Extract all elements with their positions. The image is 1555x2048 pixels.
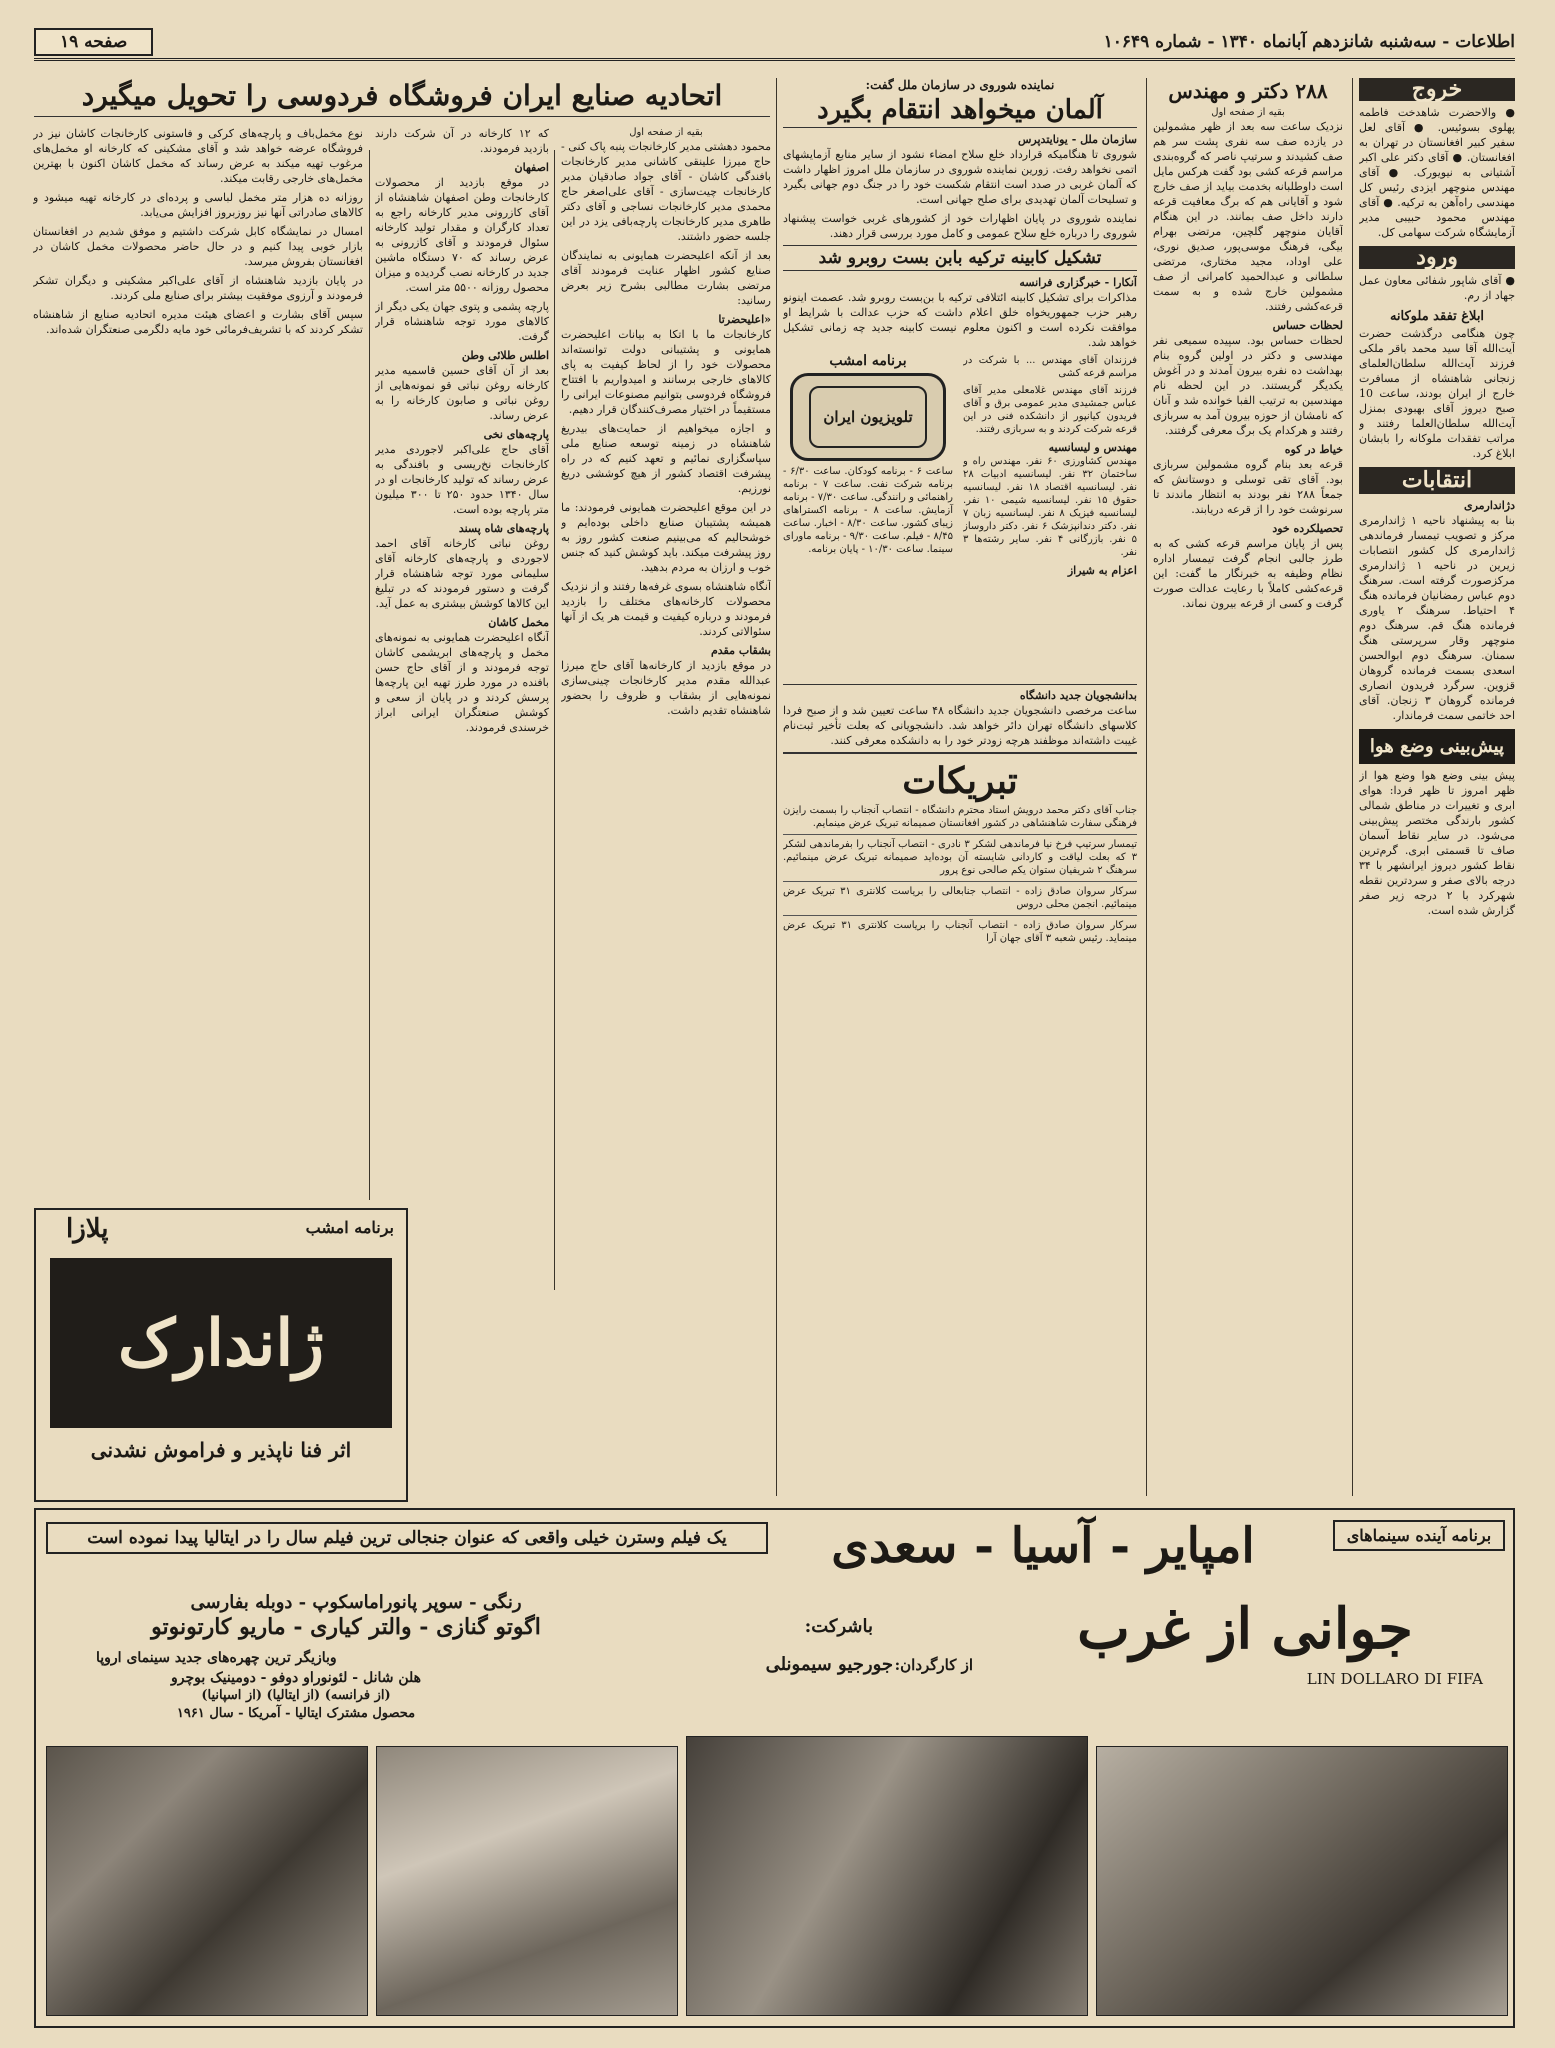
appointments-header: انتقابات: [1359, 467, 1515, 494]
industry-text-6: آنگاه شاهنشاه بسوی غرفه‌ها رفتند و از نزدیک محصولات کارخانه‌های مختلف را بازدید فرمودند و درباره کیفیت و قیمت هر یک از آنها سئوالاتی کردند.: [561, 580, 771, 638]
column-rule: [1352, 78, 1353, 1496]
specialties-block: [963, 354, 1137, 684]
movie-format: رنگی - سوپر پانوراماسکوپ - دوبله بفارسی: [190, 1592, 522, 1613]
director-label: از کارگردان:: [894, 1656, 973, 1674]
production-line: محصول مشترک ایتالیا - آمریکا - سال ۱۹۶۱: [176, 1706, 416, 1721]
column-rule: [1146, 78, 1147, 1496]
royal-message-heading: ابلاغ تفقد ملوکانه: [1389, 309, 1485, 324]
industry3-text-3: امسال در نمایشگاه کابل شرکت داشتیم و موفق شدیم در افغانستان بازار خوبی پیدا کنیم و در حال حاضر محصولات مخمل کاشان در افغانستان بفروش میرسد.: [33, 225, 363, 268]
conscription-text-1: نزدیک ساعت سه بعد از ظهر مشمولین در یازده صف سه نفری پشت سر هم صف کشیدند و سرتیپ ناصر که گروه‌بندی مراسم قرعه کشی بود گفت هرکس مایل است داوطلبانه بخدمت بیاید از صف خارج شود و آقایانی هم که برگ معافیت قرعه دارند داخل صف بمانند. در این هنگام آقایان منوچهر گلچین، مرتضی بهرام بیگی، فرهنگ موسی‌پور، صدیق نوری، علی اوداد، مجید مختاری، مرتضی سلطانی و عبدالحمید کامرانی از صف مشمولین خارج شده و به سمت قرعه‌کشی رفتند.: [1153, 120, 1343, 313]
tv-program-title: برنامه امشب: [829, 353, 907, 369]
conscription-sub-1: لحظات حساس: [1272, 319, 1343, 332]
industry-text-5: در این موقع اعلیحضرت همایونی فرمودند: ما همیشه پشتیبان صنایع داخلی بوده‌ایم و خوشحالیم که می‌بینیم صنعت کشور روز به روز پیشرفت میکند. باید کوشش کنید که جنس خوب و ارزان به مردم بدهید.: [561, 501, 771, 574]
cast-countries: (از فرانسه) (از ایتالیا) (از اسپانیا): [201, 1688, 391, 1703]
appointments-sub: دژاندارمری: [1463, 499, 1515, 512]
cast-line: هلن شانل - لئونوراو دوفو - دومینیک بوچرو: [170, 1670, 422, 1686]
industry-text-3: کارخانجات ما با اتکا به بیانات اعلیحضرت همایونی و پشتیبانی دولت توانسته‌اند محصولات خود را از لحاظ کیفیت به پای کالاهای خارجی برسانند و امیدواریم با افتتاح فروشگاه فردوسی بتوانیم مصنوعات ایرانی را مستقیماً در اختیار مصرف‌کنندگان قرار دهیم.: [561, 328, 771, 416]
industry2-sub-5: مخمل کاشان: [488, 616, 549, 629]
tv-schedule: [783, 354, 953, 684]
film-still-2: [376, 1746, 678, 2016]
conscription-sub-2: خیاط در کوه: [1284, 443, 1343, 456]
column-industry-1: [561, 126, 771, 1286]
tv-schedule-list: ساعت ۶ - برنامه کودکان. ساعت ۶/۳۰ - برنامه شرکت نفت. ساعت ۷ - برنامه راهنمائی و رانندگی. ساعت ۷/۳۰ - برنامه آزمایش. ساعت ۸ - برنامه اکستراهای زیبای کشور. ساعت ۸/۳۰ - اخبار. ساعت ۸/۴۵ - فیلم. ساعت ۹/۳۰ - برنامه ماورای سینما. ساعت ۱۰/۳۰ - پایان برنامه.: [783, 466, 954, 555]
un-dateline: سازمان ملل - یونایتدپرس: [1018, 133, 1137, 146]
un-text-1: شوروی تا هنگامیکه قرارداد خلع سلاح امضاء نشود از سایر منابع آزمایشهای اتمی نخواهد رفت. زورین نماینده شوروی در سازمان ملل امروز اظهار داشت که آلمان غربی در صدد است انتقام شکست خود را در جنگ دوم جهانی بگیرد و تسلیحات آلمان تهدیدی برای صلح جهانی است.: [783, 148, 1137, 206]
plaza-film-title: ژاندارک: [50, 1258, 392, 1428]
movie-foreign-title: LIN DOLLARO DI FIFA: [1306, 1670, 1483, 1688]
tv-and-list-block: [783, 354, 1137, 684]
movie-stars: اگوتو گنازی - والتر کیاری - ماریو کارتونوتو: [151, 1614, 541, 1640]
weather-text: پیش بینی وضع هوا وضع هوا از ظهر امروز تا ظهر فردا: هوای ابری و تغییرات در مناطق شمالی کشور بارندگی مختصر پیش‌بینی می‌شود. در سایر نقاط آسمان صاف تا قسمتی ابری. گرم‌ترین نقاط کشور دیروز ایرانشهر با ۳۴ درجه بالای صفر و سردترین نقطه شهرکرد با ۲ درجه زیر صفر گزارش شده است.: [1359, 769, 1515, 917]
industry2-sub-2: اطلس طلائی وطن: [461, 349, 549, 362]
industry-text-2: بعد از آنکه اعلیحضرت همایونی به نمایندگان صنایع کشور اظهار عنایت فرمودند آقای مرتضی بشارت مطالبی بشرح زیر بعرض رسانید:: [561, 249, 771, 307]
industry2-text-4: بعد از آن آقای حسین قاسمیه مدیر کارخانه روغن نباتی قو نمونه‌هایی از روغن نباتی و صابون کارخانه را به عرض رساند.: [375, 364, 549, 422]
specialties-list: مهندس کشاورزی ۶۰ نفر. مهندس راه و ساختمان ۳۲ نفر. لیسانسیه ادبیات ۲۸ نفر. لیسانسیه اقتصاد ۱۸ نفر. لیسانسیه حقوق ۱۵ نفر. لیسانسیه شیمی ۱۰ نفر. لیسانسیه فیزیک ۸ نفر. لیسانسیه زبان ۷ نفر. دکتر دندانپزشک ۶ نفر. دکتر داروساز ۵ نفر. بازرگانی ۴ نفر. سایر رشته‌ها ۳ نفر.: [963, 456, 1137, 558]
departures-list: ● والاحضرت شاهدخت فاطمه پهلوی بسوئیس. ● آقای لعل سفیر کبیر افغانستان در تهران به افغانستان. ● آقای دکتر علی اکبر آشتیانی به نیویورک. ● آقای مهندس منوچهر ایزدی رئیس کل مهندسی راه‌آهن به ترکیه. ● آقای مهندس محمود حبیبی مدیر آزمایشگاه شرکت سهامی کل.: [1359, 106, 1515, 239]
specialties-intro: فرزندان آقای مهندس ... با شرکت در مراسم قرعه کشی: [963, 355, 1137, 379]
industry2-text-6: روغن نباتی کارخانه آقای احمد لاجوردی و پارچه‌های کارخانه آقای سلیمانی مورد توجه شاهنشاه قرار گرفت و دستور فرمودند که در تبلیغ این کالاها کوشش بیشتری به عمل آید.: [375, 537, 549, 610]
turkey-dateline: آنکارا - خبرگزاری فرانسه: [1019, 276, 1137, 289]
congrats-item-1: جناب آقای دکتر محمد درویش استاد محترم دانشگاه - انتصاب آنجناب را بسمت رایزن فرهنگی سفارت شاهنشاهی در کشور افغانستان صمیمانه تبریک عرض مینمایم.: [783, 805, 1137, 829]
director-name: جورجیو سیمونلی: [765, 1654, 893, 1675]
continued-note-2: بقیه از صفحه اول: [629, 127, 703, 138]
industry2-sub-3: پارچه‌های نخی: [483, 428, 549, 441]
un-kicker: نماینده شوروی در سازمان ملل گفت:: [865, 78, 1055, 92]
industry-text-7: در موقع بازدید از کارخانه‌ها آقای حاج میرزا عبدالله مقدم مدیر کارخانجات چینی‌سازی نمونه‌هایی از بشقاب و ظروف را بحضور شاهنشاه تقدیم داشت.: [561, 659, 771, 717]
university-heading: بدانشجویان جدید دانشگاه: [783, 684, 1137, 703]
tv-brand: تلویزیون ایران: [809, 386, 927, 448]
column-industry-2: [375, 126, 549, 1286]
conscription-sub-3: تحصیلکرده خود: [1272, 522, 1343, 535]
conscription-text-3: قرعه بعد بنام گروه مشمولین سربازی بود. آقای تقی توسلی و دوستانش که جمعاً ۲۸۸ نفر بودند به انتظار ماندند تا سرنوشت خود را از قرعه دریابند.: [1153, 458, 1343, 516]
congrats-item-2: تیمسار سرتیپ فرخ نیا فرماندهی لشکر ۳ نادری - انتصاب آنجناب را بفرماندهی لشکر ۳ که بعلت لیاقت و کاردانی شایسته آن بوده‌اید صمیمانه تبریک عرض مینمائیم. سرهنگ ۲ شریفیان ستوان یکم صالحی نوع پرور: [783, 834, 1137, 877]
plaza-film-subtitle: اثر فنا ناپذیر و فراموش نشدنی: [90, 1438, 352, 1462]
congrats-item-3: سرکار سروان صادق زاده - انتصاب جنابعالی را بریاست کلانتری ۳۱ تبریک عرض مینمائیم. انجمن محلی دروس: [783, 881, 1137, 911]
appointments-text: بنا به پیشنهاد ناحیه ۱ ژاندارمری مرکز و تصویب تیمسار فرماندهی ژاندارمری کل کشور انتصابات زیرین در ناحیه ۱ ژاندارمری مرکزصورت گرفته است. سرهنگ دوم عباس رمضانیان فرمانده هنگ ۴ احتیاط. سرهنگ ۲ یاوری فرمانده هنگ قم. سرهنگ دوم منوچهر وقار سرپرستی هنگ سمنان. سرهنگ دوم ابوالحسن اسعدی بسمت فرمانده گروهان قزوین. سرگرد فریدون انصاری فرمانده گروهان ۳ زنجان. آقای احد خاتمی سمت فرماندار.: [1359, 514, 1515, 722]
specialties-sub: مهندس و لیسانسیه: [1048, 441, 1137, 454]
conscription-headline: ۲۸۸ دکتر و مهندس: [1168, 79, 1328, 103]
industry3-text-5: سپس آقای بشارت و اعضای هیئت مدیره اتحادیه صنایع از شاهنشاه تشکر کردند که با تشریف‌فرمائی خود مایه دلگرمی صنعتگران شده‌اند.: [33, 308, 363, 336]
industry3-text-2: روزانه ده هزار متر مخمل لباسی و پرده‌ای در کارخانه تهیه میشود و کالاهای صادراتی آنها نیز روزبروز افزایش می‌یابد.: [33, 191, 363, 219]
column-rule: [369, 150, 370, 1200]
masthead: [34, 28, 1515, 61]
congrats-item-4: سرکار سروان صادق زاده - انتصاب آنجناب را بریاست کلانتری ۳۱ تبریک عرض مینماید. رئیس شعبه ۳ آقای جهان آرا: [783, 915, 1137, 945]
continued-note: بقیه از صفحه اول: [1211, 107, 1285, 118]
congratulations-title: تبریکات: [902, 760, 1018, 802]
industry3-text-4: در پایان بازدید شاهنشاه از آقای علی‌اکبر مشکینی و دیگران تشکر فرمودند و آرزوی موفقیت بیشتر برای صنایع ملی کردند.: [33, 274, 363, 302]
industry2-text-1: که ۱۲ کارخانه در آن شرکت دارند بازدید فرمودند.: [375, 127, 549, 155]
cinema-names: امپایر - آسیا - سعدی: [831, 1518, 1255, 1574]
specialties-text: فرزند آقای مهندس غلامعلی مدیر آقای عباس جمشیدی مدیر عمومی برق و آقای فریدون کیانپور از دانشکده فنی در این قرعه شرکت کردند و به سربازی رفتند.: [963, 385, 1137, 435]
movie-ad: [34, 1508, 1515, 2028]
industry2-sub-4: پارچه‌های شاه پسند: [458, 522, 549, 535]
industry-sub: بشقاب مقدم: [710, 644, 771, 657]
industry2-text-7: آنگاه اعلیحضرت همایونی به نمونه‌های مخمل و پارچه‌های ابریشمی کاشان توجه فرمودند و از آقای حاج حسن بافنده در مورد طرز تهیه این پارچه‌ها پرسش کردند و در پایان از سعی و کوشش صنعتگران ایرانی ابراز خرسندی فرمودند.: [375, 631, 549, 734]
conscription-text-2: لحظات حساس بود. سپیده سمیعی نفر مهندسی و دکتر در اولین گروه بنام بهداشت ده نفره بیرون آمدند و در آغوش یکدیگر گریستند. در این لحظه نام مهندسین به ترتیب الفبا خوانده شد و آنان که نامشان از حوزه بیرون آمد به سربازی رفتند و هرکدام یک برگ معرفی گرفتند.: [1153, 334, 1343, 437]
industry-text-1: محمود دهشتی مدیر کارخانجات پنبه پاک کنی - حاج میرزا علینقی کاشانی مدیر کارخانجات بافندگی کاشان - آقای جواد صادقیان مدیر کارخانجات چیت‌سازی - آقای علی‌اصغر حاج محمدی مدیر کارخانجات نساجی و آقای دکتر طاهری مدیر کارخانجات پارچه‌بافی یزد در این جلسه حضور داشتند.: [561, 140, 771, 243]
turkey-headline: تشکیل کابینه ترکیه بابن بست روبرو شد: [783, 245, 1137, 271]
arrivals-list: ● آقای شاپور شفائی معاون عمل جهاد از رم.: [1359, 274, 1515, 302]
industry2-text-3: پارچه پشمی و پتوی جهان یکی دیگر از کالاهای مورد توجه شاهنشاه قرار گرفت.: [375, 300, 549, 343]
film-still-4: [1096, 1746, 1508, 2016]
industry2-text-2: در موقع بازدید از محصولات کارخانجات وطن اصفهان شاهنشاه از آقای کازرونی مدیر کارخانه راجع به تعداد کارگران و مقدار تولید کارخانه سئوال فرمودند و آقای کازرونی به عرض رساند که ۷۰ دستگاه ماشین جدید در کارخانه نصب گردیده و میزان محصول روزانه ۵۵۰۰ متر است.: [375, 176, 549, 294]
turkey-text: مذاکرات برای تشکیل کابینه ائتلافی ترکیه با بن‌بست روبرو شد. عصمت اینونو رهبر حزب جمهوریخواه خلق اعلام داشت که حزب عدالت با شرایط او موافقت نکرده است و اکنون معلوم نیست کابینه جدید چه زمانی تشکیل خواهد شد.: [783, 291, 1137, 349]
plaza-cinema-name: پلازا: [66, 1214, 109, 1244]
departures-header: خروج: [1359, 78, 1515, 101]
new-stars-line: وبازیگر ترین چهره‌های جدید سینمای اروپا: [96, 1650, 337, 1666]
column-briefs: [1359, 78, 1515, 1496]
industry-quote: «اعلیحضرتا: [718, 313, 771, 326]
column-rule: [776, 78, 777, 1496]
arrivals-header: ورود: [1359, 246, 1515, 269]
industry2-text-5: آقای حاج علی‌اکبر لاجوردی مدیر کارخانجات نخ‌ریسی و بافندگی به عرض رساند که تولید کارخانجات او در سال ۱۳۴۰ حدود ۲۵۰ تا ۳۰۰ میلیون متر پارچه بوده است.: [375, 443, 549, 516]
column-world-news: [783, 78, 1137, 1496]
plaza-cinema-ad: [34, 1208, 408, 1502]
industry3-text-1: نوع مخمل‌باف و پارچه‌های کرکی و فاستونی کارخانجات کاشان نیز در فروشگاه عرضه خواهد شد و آقای مشکینی که کارخانه او مخمل‌های مرغوب تهیه میکند به عرض رساند که مخمل کاشان اکنون با بهترین مخمل‌های خارجی رقابت میکند.: [33, 127, 363, 185]
column-conscription: [1153, 78, 1343, 1496]
industry2-sub-1: اصفهان: [514, 161, 549, 174]
industry-headline: اتحادیه صنایع ایران فروشگاه فردوسی را تحویل میگیرد: [34, 76, 770, 117]
congratulations-box: [783, 752, 1137, 945]
university-text: ساعت مرخصی دانشجویان جدید دانشگاه ۴۸ ساعت تعیین شد و از صبح فردا کلاسهای دانشگاه تهران دائر خواهد شد. دانشجویانی که بعلت تأخیر ثبت‌نام غیبت داشته‌اند موظفند هرچه زودتر خود را به دانشکده معرفی کنند.: [783, 704, 1137, 747]
movie-main-title: جوانی از غرب: [1077, 1596, 1413, 1662]
un-text-2: نماینده شوروی در پایان اظهارات خود از کشورهای غربی خواست پیشنهاد شوروی را درباره خلع سلاح عمومی و کامل مورد بررسی قرار دهند.: [783, 212, 1137, 240]
film-still-1: [46, 1746, 368, 2016]
specialties-footer: اعزام به شیراز: [1067, 564, 1137, 577]
film-still-3: [686, 1736, 1088, 2016]
weather-header: پیش‌بینی وضع هوا: [1359, 729, 1515, 764]
movie-stars-intro: باشرکت:: [804, 1616, 873, 1637]
un-headline: آلمان میخواهد انتقام بگیرد: [783, 93, 1137, 128]
column-rule: [554, 150, 555, 1290]
tv-set-icon: [790, 373, 946, 461]
industry-text-4: و اجازه میخواهیم از حمایت‌های بیدریغ شاهنشاه در زمینه توسعه صنایع ملی سپاسگزاری نمائیم و تعهد کنیم که در راه پیشرفت اقتصاد کشور از هیچ کوششی دریغ نورزیم.: [561, 422, 771, 495]
page-number: صفحه ۱۹: [34, 28, 153, 56]
upcoming-program-label: برنامه آینده سینماهای: [1333, 1520, 1505, 1551]
conscription-text-4: پس از پایان مراسم قرعه کشی که به طرز جالبی انجام گرفت تیمسار اداره نظام وظیفه به خبرنگار ما گفت: این قرعه‌کشی کاملاً با رعایت عدالت صورت گرفت و کسی از قرعه بیرون نماند.: [1153, 537, 1343, 610]
column-industry-3: [33, 126, 363, 1196]
issue-info: اطلاعات - سه‌شنبه شانزدهم آبانماه ۱۳۴۰ - شماره ۱۰۶۴۹: [1103, 32, 1515, 52]
royal-message-text: چون هنگامی درگذشت حضرت آیت‌الله آقا سید محمد باقر ملکی فرزند آیت‌الله سلطان‌العلمای زنجانی شاهنشاه از مسافرت خارج از ایران بودند، ساعت 10 صبح دیروز آقای بهبودی بمنزل آیت‌الله سلطان‌العلما رفتند و مراتب تفقدات ملوکانه را بابشان ابلاغ کرد.: [1359, 327, 1515, 460]
movie-tagline: یک فیلم وسترن خیلی واقعی که عنوان جنجالی ترین فیلم سال را در ایتالیا پیدا نموده است: [46, 1522, 768, 1554]
plaza-intro: برنامه امشب: [305, 1218, 394, 1237]
